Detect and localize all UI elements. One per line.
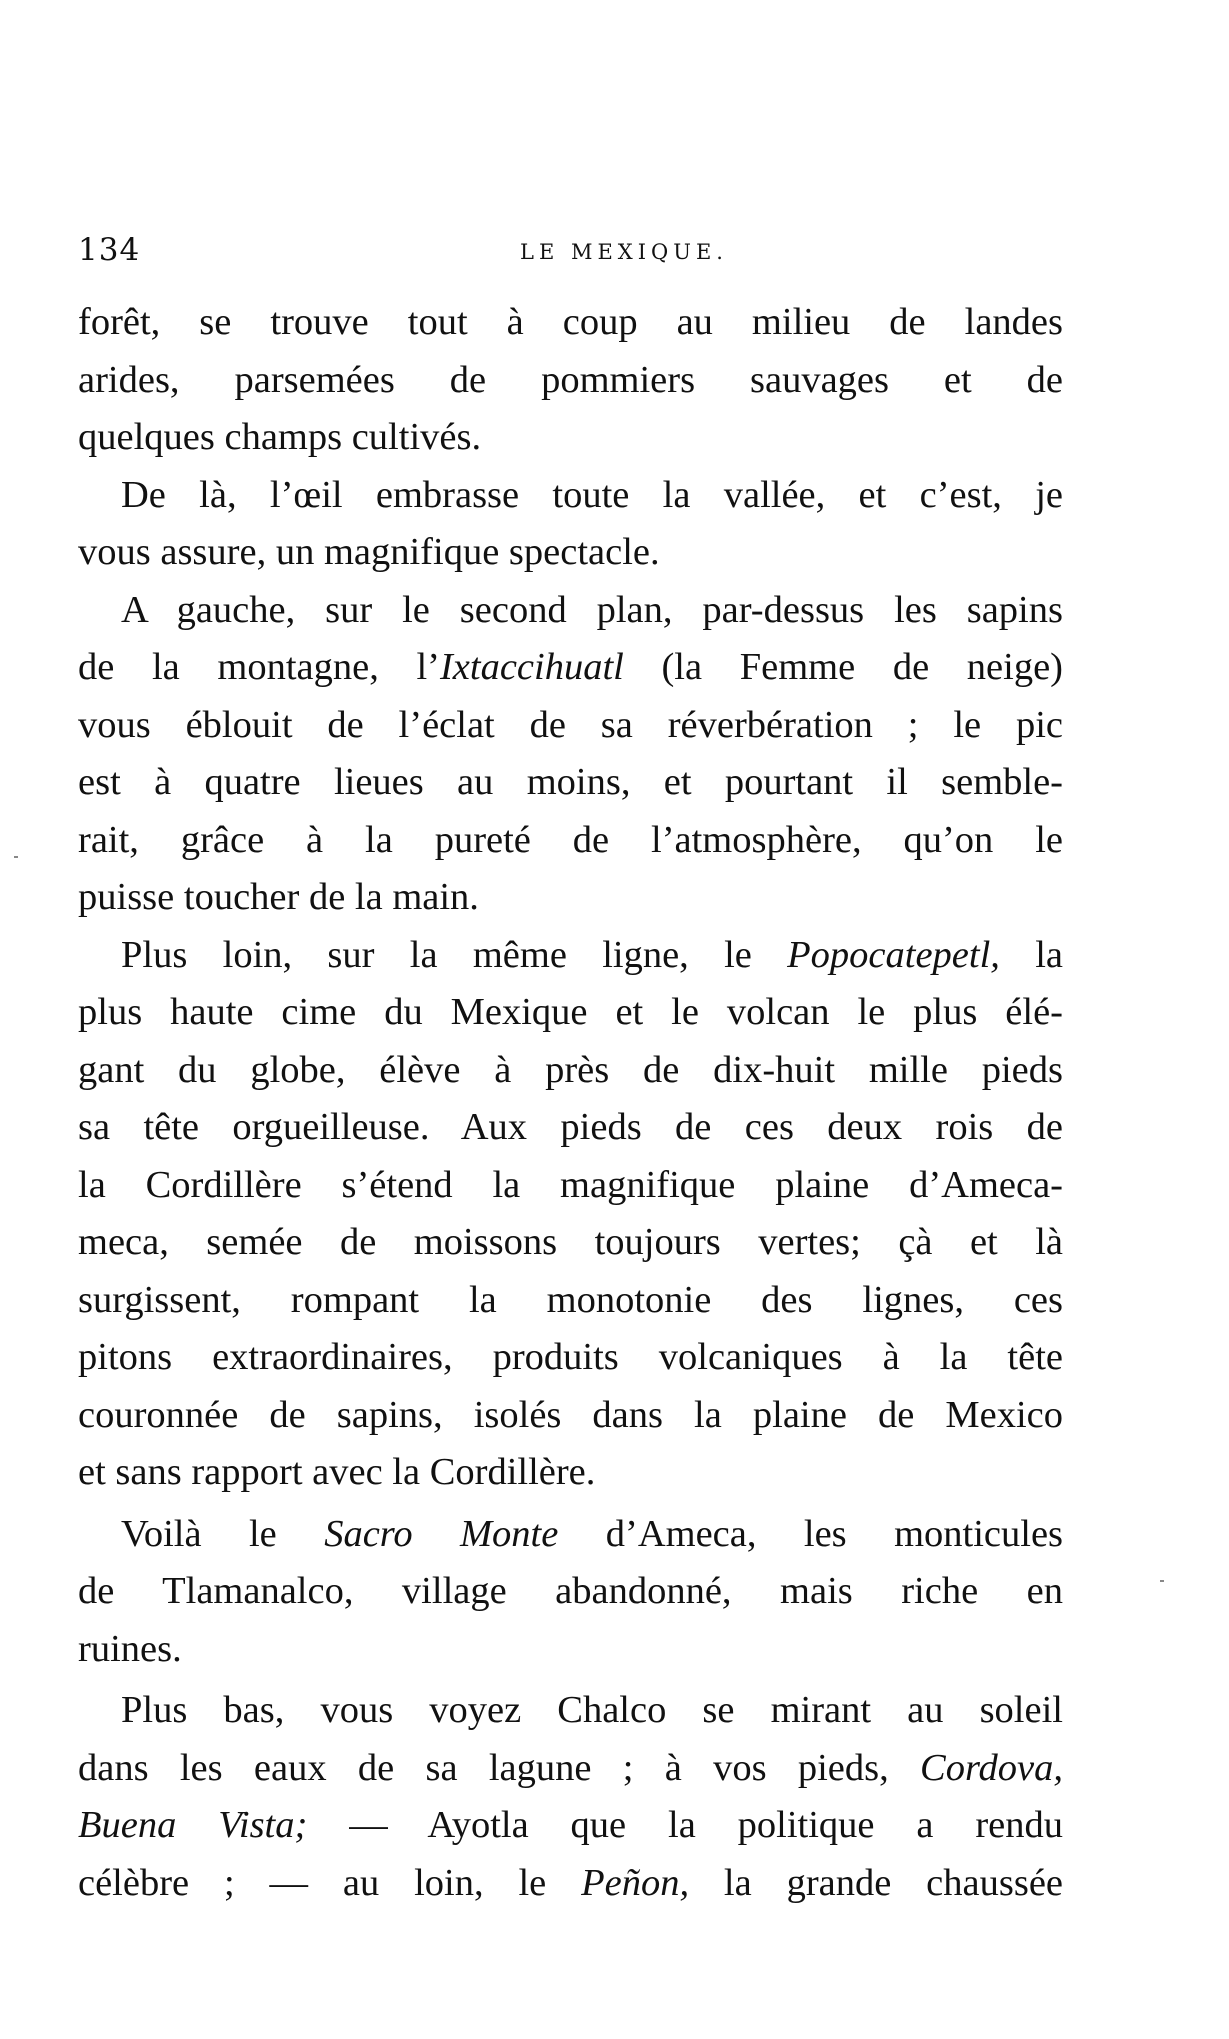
text-line [78, 639, 1063, 697]
text-line [78, 697, 1063, 755]
text-line [78, 352, 1063, 410]
text-segment: dans les eaux de sa lagune ; à vos pieds, [78, 1746, 921, 1789]
text-segment: quelques champs cultivés. [78, 416, 482, 458]
text-segment: sa tête orgueilleuse. Aux pieds de ces deux rois de [78, 1106, 1063, 1148]
text-segment: rait, grâce à la pureté de l’atmosphère, qu’on le [78, 818, 1063, 861]
text-segment: A gauche, sur le second plan, par-dessus les sapins [121, 588, 1063, 631]
italic-text: Cordova, [920, 1746, 1063, 1789]
italic-text: Ixtaccihuatl [439, 646, 624, 688]
page-number: 134 [78, 232, 141, 268]
text-line [78, 409, 1063, 467]
text-segment: célèbre ; — au loin, le [78, 1861, 582, 1904]
text-segment: couronnée de sapins, isolés dans la plaine de Mexico [78, 1393, 1063, 1436]
text-segment: Voilà le [121, 1512, 325, 1555]
margin-speck [14, 856, 18, 858]
body-text [78, 294, 1063, 1912]
text-segment: et sans rapport avec la Cordillère. [78, 1451, 596, 1493]
text-line [78, 1682, 1063, 1740]
text-segment: arides, parsemées de pommiers sauvages et de [78, 358, 1063, 401]
text-line [78, 1387, 1063, 1445]
text-segment: puisse toucher de la main. [78, 876, 479, 918]
text-segment: la [999, 933, 1063, 976]
page-header [78, 232, 1078, 282]
text-segment: Plus bas, vous voyez Chalco se mirant au soleil [121, 1689, 1063, 1731]
text-line [78, 1621, 1063, 1679]
running-head: LE MEXIQUE. [520, 240, 728, 264]
text-line [78, 1099, 1063, 1157]
text-segment: De là, l’œil embrasse toute la vallée, et c’est, je [121, 473, 1063, 516]
text-segment: — Ayotla que la politique a rendu [307, 1804, 1063, 1846]
text-segment: forêt, se trouve tout à coup au milieu de landes [78, 301, 1063, 343]
text-segment: (la Femme de neige) [623, 646, 1063, 688]
text-segment: plus haute cime du Mexique et le volcan le plus élé- [78, 991, 1063, 1033]
italic-text: Popocatepetl, [787, 933, 1000, 976]
text-segment: est à quatre lieues au moins, et pourtant il semble- [78, 761, 1063, 803]
text-line [78, 1214, 1063, 1272]
text-line [78, 1855, 1063, 1913]
text-line [78, 1797, 1063, 1855]
text-line [78, 1157, 1063, 1215]
text-line [78, 869, 1063, 927]
text-line [78, 582, 1063, 640]
text-line [78, 524, 1063, 582]
text-segment: gant du globe, élève à près de dix-huit mille pieds [78, 1048, 1063, 1091]
margin-speck [1160, 1580, 1164, 1582]
text-line [78, 812, 1063, 870]
text-line [78, 1740, 1063, 1798]
text-line [78, 1506, 1063, 1564]
text-line [78, 1444, 1063, 1502]
text-segment: de la montagne, l’ [78, 646, 440, 688]
italic-text: Peñon, [581, 1861, 690, 1904]
text-line [78, 1042, 1063, 1100]
text-segment: pitons extraordinaires, produits volcaniques à la tête [78, 1336, 1063, 1378]
italic-text: Sacro Monte [324, 1512, 559, 1555]
text-segment: meca, semée de moissons toujours vertes; çà et là [78, 1221, 1063, 1263]
text-line [78, 294, 1063, 352]
text-line [78, 467, 1063, 525]
text-line [78, 1272, 1063, 1330]
text-segment: la Cordillère s’étend la magnifique plaine d’Ameca- [78, 1163, 1063, 1206]
text-segment: la grande chaussée [689, 1861, 1063, 1904]
text-line [78, 754, 1063, 812]
text-segment: vous éblouit de l’éclat de sa réverbération ; le pic [78, 703, 1063, 746]
text-segment: ruines. [78, 1627, 182, 1670]
text-segment: surgissent, rompant la monotonie des lignes, ces [78, 1278, 1063, 1321]
text-segment: vous assure, un magnifique spectacle. [78, 531, 660, 573]
text-segment: de Tlamanalco, village abandonné, mais riche en [78, 1570, 1063, 1612]
text-segment: d’Ameca, les monticules [558, 1512, 1064, 1555]
text-line [78, 927, 1063, 985]
text-line [78, 984, 1063, 1042]
text-segment: Plus loin, sur la même ligne, le [121, 933, 788, 976]
text-line [78, 1329, 1063, 1387]
italic-text: Buena Vista; [78, 1804, 308, 1846]
text-line [78, 1563, 1063, 1621]
